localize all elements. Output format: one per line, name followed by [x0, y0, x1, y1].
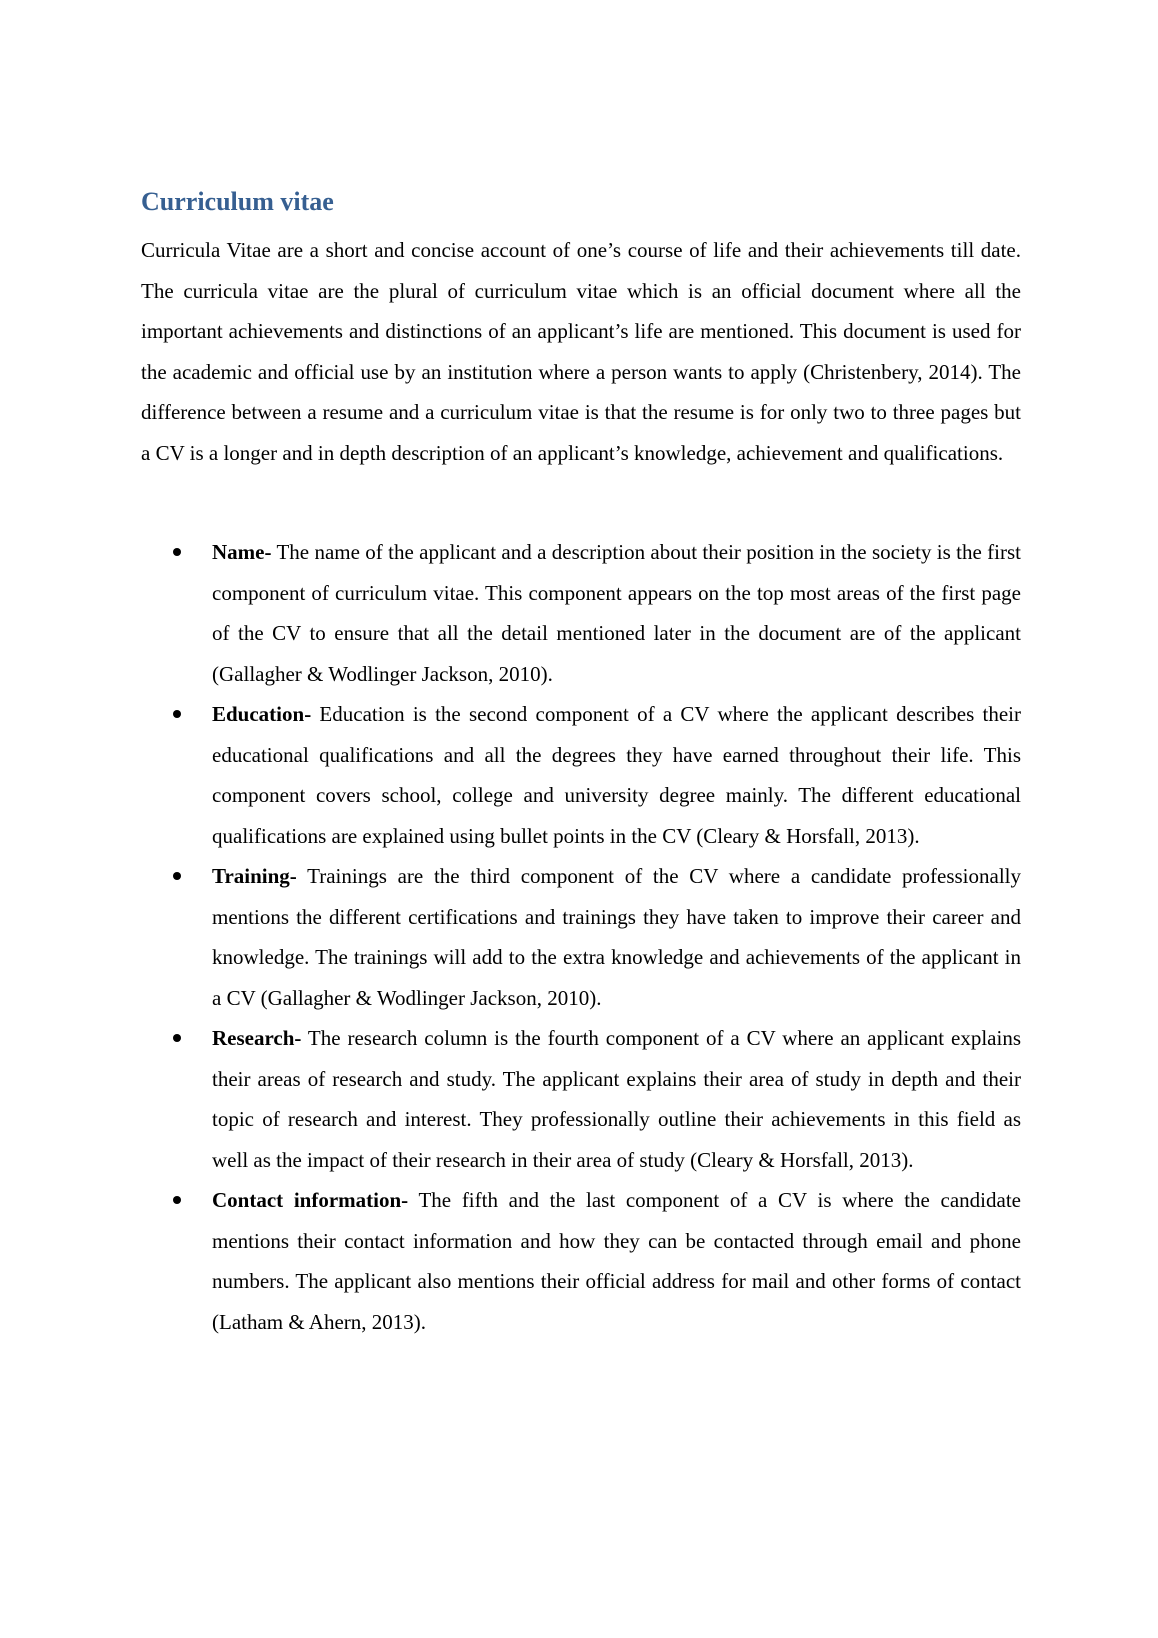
bullet-icon	[173, 710, 181, 718]
list-item-research	[141, 1018, 1021, 1180]
bullet-icon	[173, 548, 181, 556]
list-item-education	[141, 694, 1021, 856]
bullet-term: Education-	[212, 702, 312, 726]
bullet-term: Training-	[212, 864, 297, 888]
bullet-icon	[173, 1034, 181, 1042]
bullet-text: Trainings are the third component of the CV where a candidate professionally mentions the different certifications and trainings they have taken to improve their career and knowledge. The trainings will add to the extra knowledge and achievements of the applicant in a CV (Gallagher & Wodlinger Jackson, 2010).	[212, 864, 1021, 1010]
bullet-text: The fifth and the last component of a CV is where the candidate mentions their contact information and how they can be contacted through email and phone numbers. The applicant also mentions their official address for mail and other forms of contact (Latham & Ahern, 2013).	[212, 1188, 1021, 1334]
bullet-text: The name of the applicant and a description about their position in the society is the first component of curriculum vitae. This component appears on the top most areas of the first page of the CV to ensure that all the detail mentioned later in the document are of the applicant (Gallagher & Wodlinger Jackson, 2010).	[212, 540, 1021, 686]
list-item-name	[141, 532, 1021, 694]
component-list	[141, 532, 1021, 1342]
intro-paragraph: Curricula Vitae are a short and concise account of one’s course of life and their achievements till date. The curricula vitae are the plural of curriculum vitae which is an official document where all the important achievements and distinctions of an applicant’s life are mentioned. This document is used for the academic and official use by an institution where a person wants to apply (Christenbery, 2014). The difference between a resume and a curriculum vitae is that the resume is for only two to three pages but a CV is a longer and in depth description of an applicant’s knowledge, achievement and qualifications.	[141, 238, 1021, 465]
list-item-training	[141, 856, 1021, 1018]
page-title: Curriculum vitae	[141, 187, 334, 216]
bullet-term: Research-	[212, 1026, 302, 1050]
bullet-icon	[173, 1196, 181, 1204]
bullet-icon	[173, 872, 181, 880]
bullet-term: Contact information-	[212, 1188, 409, 1212]
list-item-contact-information	[141, 1180, 1021, 1342]
bullet-term: Name-	[212, 540, 272, 564]
bullet-text: Education is the second component of a CV where the applicant describes their educational qualifications and all the degrees they have earned throughout their life. This component covers school, college and university degree mainly. The different educational qualifications are explained using bullet points in the CV (Cleary & Horsfall, 2013).	[212, 702, 1021, 848]
bullet-text: The research column is the fourth component of a CV where an applicant explains their areas of research and study. The applicant explains their area of study in depth and their topic of research and interest. They professionally outline their achievements in this field as well as the impact of their research in their area of study (Cleary & Horsfall, 2013).	[212, 1026, 1021, 1172]
